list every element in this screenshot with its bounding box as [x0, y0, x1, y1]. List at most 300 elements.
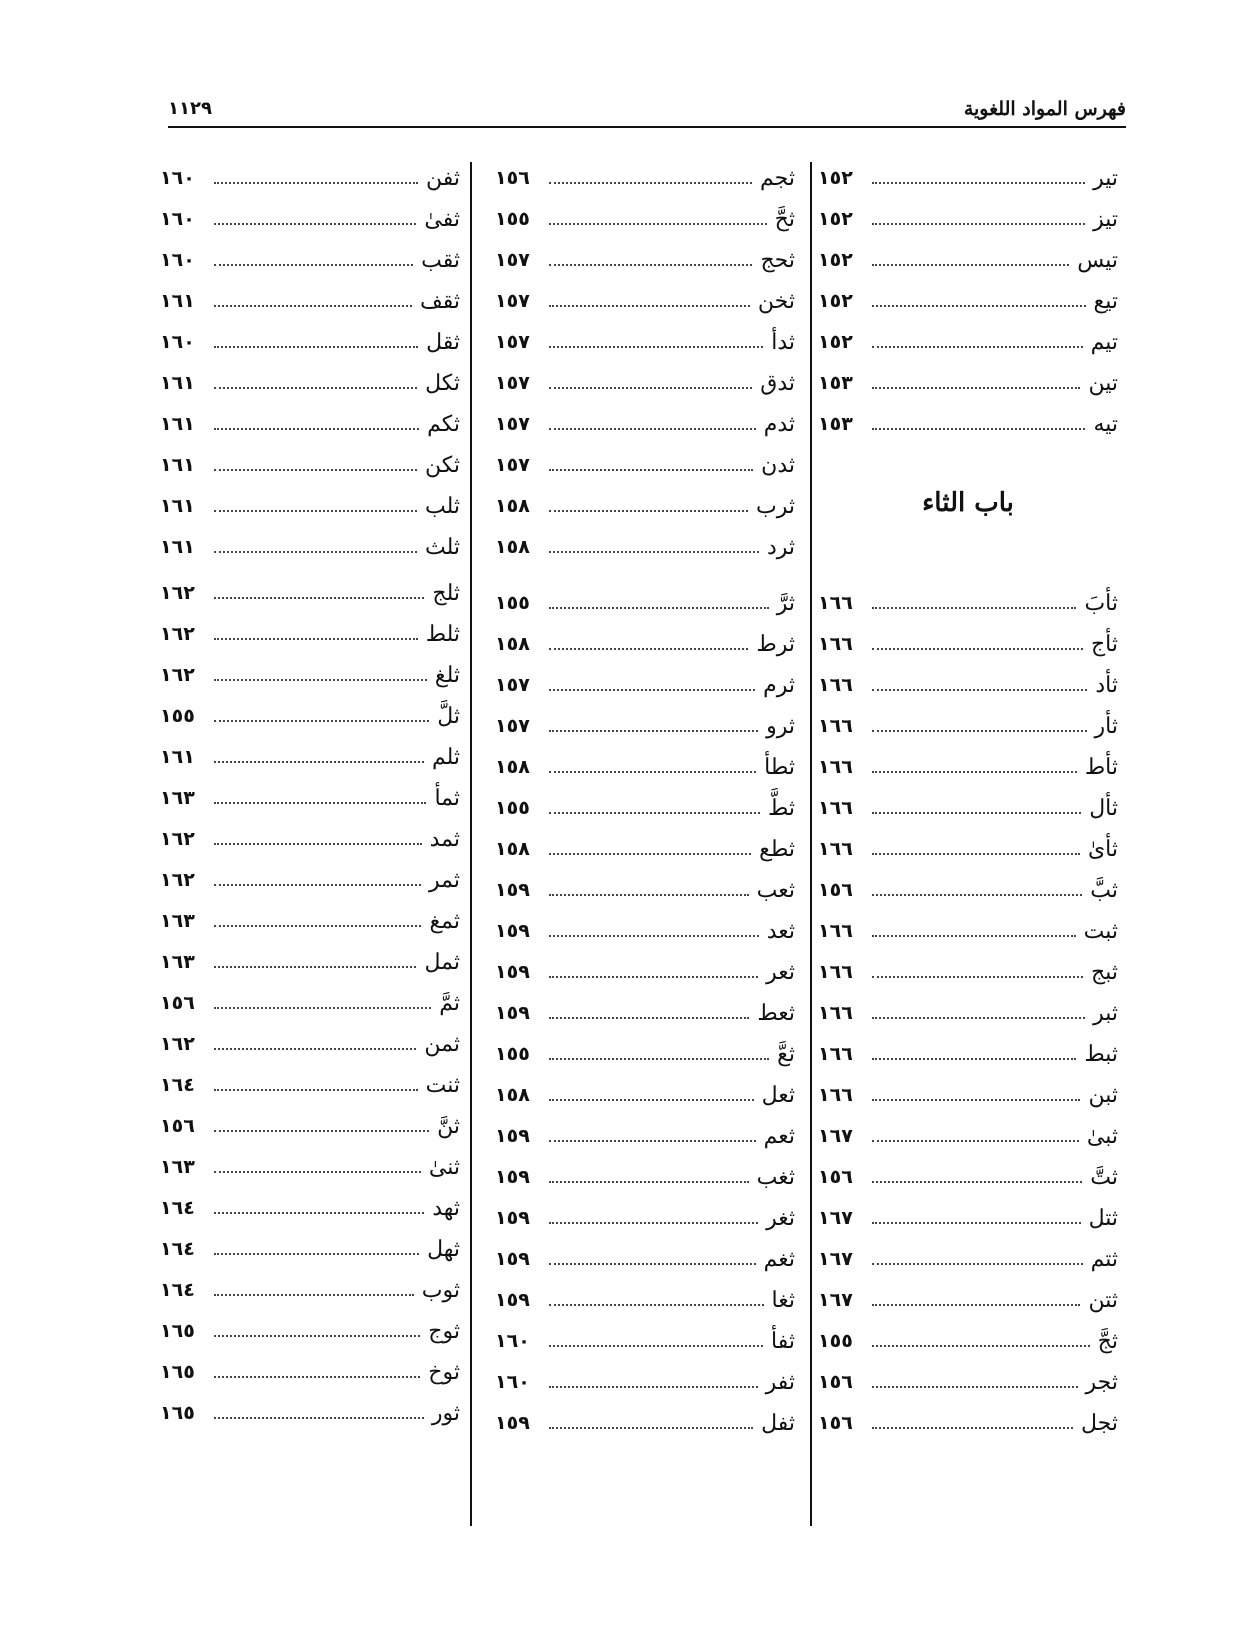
index-entry	[495, 242, 795, 278]
entry-word: ثفل	[761, 1410, 795, 1436]
entry-page-number: ١٦٤	[160, 1074, 195, 1096]
entry-page-number: ١٦٢	[160, 664, 195, 686]
index-entry	[495, 1364, 795, 1400]
index-entry	[160, 1026, 460, 1062]
entry-word: ثبن	[1088, 1082, 1118, 1108]
index-entry	[818, 1159, 1118, 1195]
entry-word: ثنت	[425, 1072, 460, 1098]
entry-page-number: ١٦٦	[818, 715, 853, 737]
index-entry	[495, 872, 795, 908]
entry-word: ثقف	[419, 288, 460, 314]
entry-page-number: ١٥٩	[495, 920, 530, 942]
index-entry	[160, 1067, 460, 1103]
entry-word: تيم	[1090, 329, 1118, 355]
entry-word: ثلج	[432, 580, 460, 606]
index-entry	[495, 790, 795, 826]
entry-word: ثمل	[424, 949, 460, 975]
entry-word: ثغا	[771, 1287, 795, 1313]
leader-dots	[214, 884, 421, 886]
entry-page-number: ١٦٦	[818, 1002, 853, 1024]
index-entry	[495, 708, 795, 744]
index-entry	[495, 324, 795, 360]
index-entry	[818, 242, 1118, 278]
entry-word: ثلط	[425, 621, 460, 647]
entry-word: ثعل	[761, 1082, 795, 1108]
index-entry	[495, 667, 795, 703]
index-entry	[160, 1108, 460, 1144]
leader-dots	[214, 925, 421, 927]
index-entry	[160, 698, 460, 734]
entry-word: ثهل	[427, 1236, 460, 1262]
entry-page-number: ١٥٥	[495, 208, 530, 230]
entry-word: ثأل	[1089, 795, 1118, 821]
leader-dots	[549, 812, 760, 814]
index-entry	[818, 1405, 1118, 1441]
index-entry	[160, 242, 460, 278]
index-entry	[495, 749, 795, 785]
entry-page-number: ١٥٥	[818, 1330, 853, 1352]
entry-page-number: ١٥٥	[495, 1043, 530, 1065]
index-entry	[160, 1354, 460, 1390]
index-entry	[818, 954, 1118, 990]
entry-page-number: ١٥٩	[495, 1412, 530, 1434]
column-divider-right	[810, 162, 812, 1526]
entry-word: ثعد	[766, 918, 795, 944]
index-entry	[495, 831, 795, 867]
leader-dots	[872, 223, 1085, 225]
entry-page-number: ١٦١	[160, 290, 195, 312]
leader-dots	[549, 1304, 764, 1306]
entry-page-number: ١٥٦	[495, 167, 530, 189]
index-entry	[160, 1149, 460, 1185]
leader-dots	[872, 771, 1077, 773]
entry-page-number: ١٦٣	[160, 951, 195, 973]
entry-word: ثرم	[763, 672, 795, 698]
index-entry	[495, 626, 795, 662]
leader-dots	[872, 346, 1083, 348]
entry-page-number: ١٥٧	[495, 372, 530, 394]
entry-page-number: ١٥٦	[160, 992, 195, 1014]
entry-word: ثرو	[766, 713, 795, 739]
entry-word: ثعب	[756, 877, 795, 903]
section-title: باب الثاء	[922, 488, 1014, 518]
leader-dots	[872, 935, 1076, 937]
entry-word: ثكل	[425, 370, 460, 396]
entry-word: ثتَّ	[1090, 1164, 1118, 1190]
leader-dots	[872, 607, 1076, 609]
leader-dots	[214, 428, 419, 430]
entry-page-number: ١٦٣	[160, 1156, 195, 1178]
entry-word: ثأر	[1094, 713, 1118, 739]
entry-word: ثمغ	[429, 908, 460, 934]
leader-dots	[872, 1140, 1079, 1142]
index-entry	[818, 324, 1118, 360]
leader-dots	[872, 689, 1087, 691]
index-entry	[818, 1200, 1118, 1236]
entry-page-number: ١٥٧	[495, 715, 530, 737]
leader-dots	[549, 935, 759, 937]
entry-page-number: ١٦٢	[160, 623, 195, 645]
entry-page-number: ١٦١	[160, 372, 195, 394]
entry-page-number: ١٦٤	[160, 1279, 195, 1301]
index-entry	[818, 201, 1118, 237]
leader-dots	[214, 679, 427, 681]
entry-page-number: ١٥٧	[495, 413, 530, 435]
entry-word: تيه	[1093, 411, 1118, 437]
leader-dots	[549, 1181, 749, 1183]
entry-word: ثفىٰ	[424, 206, 460, 232]
entry-word: ثغر	[766, 1205, 795, 1231]
entry-word: ثوخ	[428, 1359, 460, 1385]
entry-page-number: ١٦٦	[818, 592, 853, 614]
entry-word: ثجم	[760, 165, 795, 191]
entry-word: ثجل	[1081, 1410, 1118, 1436]
index-entry	[160, 1190, 460, 1226]
index-entry	[818, 585, 1118, 621]
leader-dots	[214, 1335, 420, 1337]
entry-page-number: ١٥٥	[495, 797, 530, 819]
leader-dots	[214, 1130, 429, 1132]
page-header	[168, 92, 1126, 128]
entry-word: ثلَّ	[437, 703, 460, 729]
entry-word: ثبج	[1091, 959, 1118, 985]
entry-page-number: ١٥٩	[495, 879, 530, 901]
column-divider-left	[470, 162, 472, 1526]
entry-page-number: ١٦٦	[818, 1043, 853, 1065]
index-entry	[160, 1313, 460, 1349]
index-entry	[818, 1241, 1118, 1277]
entry-word: ثعَّ	[777, 1041, 795, 1067]
index-entry	[495, 1077, 795, 1113]
leader-dots	[872, 428, 1085, 430]
index-entry	[818, 708, 1118, 744]
entry-page-number: ١٥٦	[818, 1166, 853, 1188]
index-entry	[160, 201, 460, 237]
entry-word: ثكن	[424, 452, 460, 478]
index-entry	[818, 1036, 1118, 1072]
leader-dots	[549, 305, 750, 307]
entry-page-number: ١٥٨	[495, 756, 530, 778]
entry-page-number: ١٥٦	[160, 1115, 195, 1137]
index-entry	[818, 790, 1118, 826]
entry-page-number: ١٥٧	[495, 249, 530, 271]
leader-dots	[214, 510, 417, 512]
entry-page-number: ١٦٢	[160, 582, 195, 604]
entry-page-number: ١٦٢	[160, 1033, 195, 1055]
leader-dots	[872, 730, 1087, 732]
index-entry	[495, 447, 795, 483]
leader-dots	[214, 1089, 418, 1091]
index-entry	[495, 995, 795, 1031]
index-entry	[495, 406, 795, 442]
entry-word: ثغب	[756, 1164, 795, 1190]
entry-page-number: ١٦٦	[818, 756, 853, 778]
entry-word: ثنىٰ	[428, 1154, 460, 1180]
entry-word: تيع	[1093, 288, 1118, 314]
entry-word: ثرب	[756, 493, 795, 519]
entry-word: ثور	[431, 1400, 460, 1426]
leader-dots	[872, 648, 1083, 650]
entry-page-number: ١٥٩	[495, 1207, 530, 1229]
entry-page-number: ١٦٠	[160, 208, 195, 230]
leader-dots	[214, 1417, 424, 1419]
entry-word: ثتم	[1090, 1246, 1118, 1272]
entry-word: ثتن	[1088, 1287, 1118, 1313]
entry-word: ثدق	[760, 370, 795, 396]
entry-word: ثرَّ	[776, 590, 795, 616]
index-entry	[818, 160, 1118, 196]
entry-page-number: ١٥٢	[818, 290, 853, 312]
entry-page-number: ١٦٥	[160, 1402, 195, 1424]
leader-dots	[872, 853, 1080, 855]
entry-page-number: ١٦٧	[818, 1125, 853, 1147]
entry-page-number: ١٦٧	[818, 1207, 853, 1229]
entry-word: ثمن	[424, 1031, 460, 1057]
index-entry	[160, 160, 460, 196]
leader-dots	[214, 802, 426, 804]
index-entry	[495, 1159, 795, 1195]
entry-page-number: ١٦٢	[160, 869, 195, 891]
entry-word: ثوب	[421, 1277, 460, 1303]
entry-word: ثهد	[432, 1195, 460, 1221]
entry-page-number: ١٦٦	[818, 920, 853, 942]
entry-word: ثبت	[1083, 918, 1118, 944]
leader-dots	[872, 1181, 1082, 1183]
index-entry	[160, 616, 460, 652]
leader-dots	[214, 551, 417, 553]
index-entry	[818, 913, 1118, 949]
leader-dots	[214, 1253, 419, 1255]
entry-page-number: ١٥٥	[495, 592, 530, 614]
entry-page-number: ١٦٦	[818, 674, 853, 696]
entry-page-number: ١٦٠	[160, 249, 195, 271]
leader-dots	[549, 853, 751, 855]
entry-page-number: ١٦١	[160, 413, 195, 435]
entry-word: تيس	[1077, 247, 1118, 273]
entry-page-number: ١٦٦	[818, 633, 853, 655]
entry-page-number: ١٥٩	[495, 1166, 530, 1188]
index-entry	[160, 944, 460, 980]
index-entry	[495, 529, 795, 565]
leader-dots	[549, 1099, 754, 1101]
entry-page-number: ١٦١	[160, 746, 195, 768]
leader-dots	[872, 1263, 1083, 1265]
index-entry	[160, 1272, 460, 1308]
index-entry	[160, 283, 460, 319]
entry-page-number: ١٦١	[160, 536, 195, 558]
entry-page-number: ١٥٦	[818, 1371, 853, 1393]
leader-dots	[214, 1007, 431, 1009]
index-entry	[495, 1282, 795, 1318]
index-entry	[160, 739, 460, 775]
leader-dots	[549, 1222, 758, 1224]
entry-word: ثبط	[1084, 1041, 1118, 1067]
leader-dots	[214, 966, 416, 968]
index-entry	[818, 995, 1118, 1031]
index-entry	[495, 1405, 795, 1441]
leader-dots	[549, 771, 756, 773]
index-entry	[495, 1323, 795, 1359]
entry-word: تير	[1093, 165, 1118, 191]
entry-word: ثدم	[763, 411, 795, 437]
index-entry	[818, 872, 1118, 908]
index-entry	[495, 1200, 795, 1236]
entry-page-number: ١٦١	[160, 495, 195, 517]
entry-word: ثنَّ	[437, 1113, 460, 1139]
entry-word: ثقب	[421, 247, 460, 273]
entry-page-number: ١٦٢	[160, 828, 195, 850]
entry-word: ثطأ	[764, 754, 795, 780]
entry-word: ثدأ	[771, 329, 795, 355]
index-entry	[818, 1282, 1118, 1318]
entry-page-number: ١٦٧	[818, 1248, 853, 1270]
entry-word: ثأد	[1095, 672, 1118, 698]
entry-word: ثمأ	[434, 785, 460, 811]
page-title: فهرس المواد اللغوية	[963, 98, 1126, 120]
index-entry	[160, 575, 460, 611]
index-entry	[160, 862, 460, 898]
entry-page-number: ١٥٩	[495, 1248, 530, 1270]
entry-word: ثطع	[759, 836, 795, 862]
entry-word: ثبر	[1093, 1000, 1118, 1026]
entry-page-number: ١٥٧	[495, 674, 530, 696]
entry-page-number: ١٥٩	[495, 1002, 530, 1024]
index-entry	[160, 903, 460, 939]
leader-dots	[214, 264, 413, 266]
index-entry	[160, 821, 460, 857]
leader-dots	[872, 1058, 1076, 1060]
leader-dots	[872, 1222, 1081, 1224]
index-entry	[495, 954, 795, 990]
index-entry	[495, 201, 795, 237]
index-entry	[495, 488, 795, 524]
index-entry	[160, 324, 460, 360]
entry-word: ثجَّ	[1097, 1328, 1118, 1354]
leader-dots	[549, 976, 758, 978]
leader-dots	[549, 689, 755, 691]
index-entry	[818, 1323, 1118, 1359]
entry-page-number: ١٦٥	[160, 1361, 195, 1383]
entry-page-number: ١٦٠	[495, 1371, 530, 1393]
leader-dots	[872, 1386, 1078, 1388]
leader-dots	[549, 469, 753, 471]
entry-word: تيز	[1093, 206, 1118, 232]
index-entry	[160, 780, 460, 816]
entry-page-number: ١٦٦	[818, 961, 853, 983]
entry-word: ثحَّ	[774, 206, 795, 232]
entry-page-number: ١٥٦	[818, 879, 853, 901]
leader-dots	[549, 1386, 758, 1388]
index-entry	[818, 406, 1118, 442]
index-entry	[160, 365, 460, 401]
index-entry	[818, 749, 1118, 785]
entry-page-number: ١٦٠	[495, 1330, 530, 1352]
leader-dots	[549, 1345, 763, 1347]
index-entry	[495, 585, 795, 621]
leader-dots	[549, 387, 752, 389]
leader-dots	[214, 1048, 416, 1050]
leader-dots	[549, 1427, 753, 1429]
entry-page-number: ١٥٢	[818, 249, 853, 271]
leader-dots	[214, 720, 429, 722]
index-entry	[495, 913, 795, 949]
entry-page-number: ١٦٦	[818, 1084, 853, 1106]
leader-dots	[214, 305, 412, 307]
leader-dots	[872, 1099, 1080, 1101]
entry-page-number: ١٥٢	[818, 331, 853, 353]
index-entry	[818, 831, 1118, 867]
leader-dots	[872, 305, 1086, 307]
entry-page-number: ١٦٣	[160, 787, 195, 809]
entry-page-number: ١٥٣	[818, 372, 853, 394]
entry-page-number: ١٥٥	[160, 705, 195, 727]
entry-page-number: ١٦٧	[818, 1289, 853, 1311]
leader-dots	[872, 1427, 1073, 1429]
entry-word: ثقل	[426, 329, 460, 355]
entry-word: ثلغ	[434, 662, 460, 688]
index-entry	[160, 1231, 460, 1267]
entry-word: ثلث	[424, 534, 460, 560]
entry-page-number: ١٦٦	[818, 838, 853, 860]
entry-word: ثلب	[424, 493, 460, 519]
entry-word: ثتل	[1088, 1205, 1118, 1231]
leader-dots	[549, 1017, 749, 1019]
entry-word: ثمد	[429, 826, 460, 852]
leader-dots	[549, 730, 758, 732]
entry-word: ثطَّ	[767, 795, 795, 821]
entry-page-number: ١٦٤	[160, 1238, 195, 1260]
entry-page-number: ١٦٦	[818, 797, 853, 819]
index-entry	[160, 447, 460, 483]
entry-page-number: ١٦١	[160, 454, 195, 476]
entry-page-number: ١٥٨	[495, 1084, 530, 1106]
entry-word: ثرد	[766, 534, 795, 560]
entry-word: ثغم	[763, 1246, 795, 1272]
leader-dots	[549, 182, 752, 184]
index-entry	[818, 1077, 1118, 1113]
index-entry	[818, 626, 1118, 662]
index-entry	[818, 365, 1118, 401]
page-number: ١١٢٩	[168, 98, 212, 119]
entry-word: ثفن	[426, 165, 460, 191]
entry-word: ثبىٰ	[1086, 1123, 1118, 1149]
index-entry	[160, 985, 460, 1021]
index-entry	[160, 1395, 460, 1431]
leader-dots	[549, 346, 763, 348]
leader-dots	[549, 1263, 756, 1265]
entry-word: ثخن	[757, 288, 795, 314]
entry-page-number: ١٥٨	[495, 633, 530, 655]
entry-word: ثرط	[756, 631, 795, 657]
index-entry	[818, 1364, 1118, 1400]
leader-dots	[872, 976, 1083, 978]
entry-page-number: ١٥٩	[495, 961, 530, 983]
leader-dots	[549, 223, 767, 225]
entry-word: ثفر	[765, 1369, 795, 1395]
entry-page-number: ١٥٦	[818, 1412, 853, 1434]
leader-dots	[214, 597, 424, 599]
entry-page-number: ١٥٨	[495, 495, 530, 517]
leader-dots	[549, 264, 752, 266]
leader-dots	[214, 1171, 421, 1173]
entry-page-number: ١٥٧	[495, 454, 530, 476]
entry-page-number: ١٦٠	[160, 331, 195, 353]
leader-dots	[872, 894, 1082, 896]
leader-dots	[549, 551, 759, 553]
entry-word: ثفأ	[771, 1328, 795, 1354]
entry-page-number: ١٦٣	[160, 910, 195, 932]
leader-dots	[214, 182, 418, 184]
